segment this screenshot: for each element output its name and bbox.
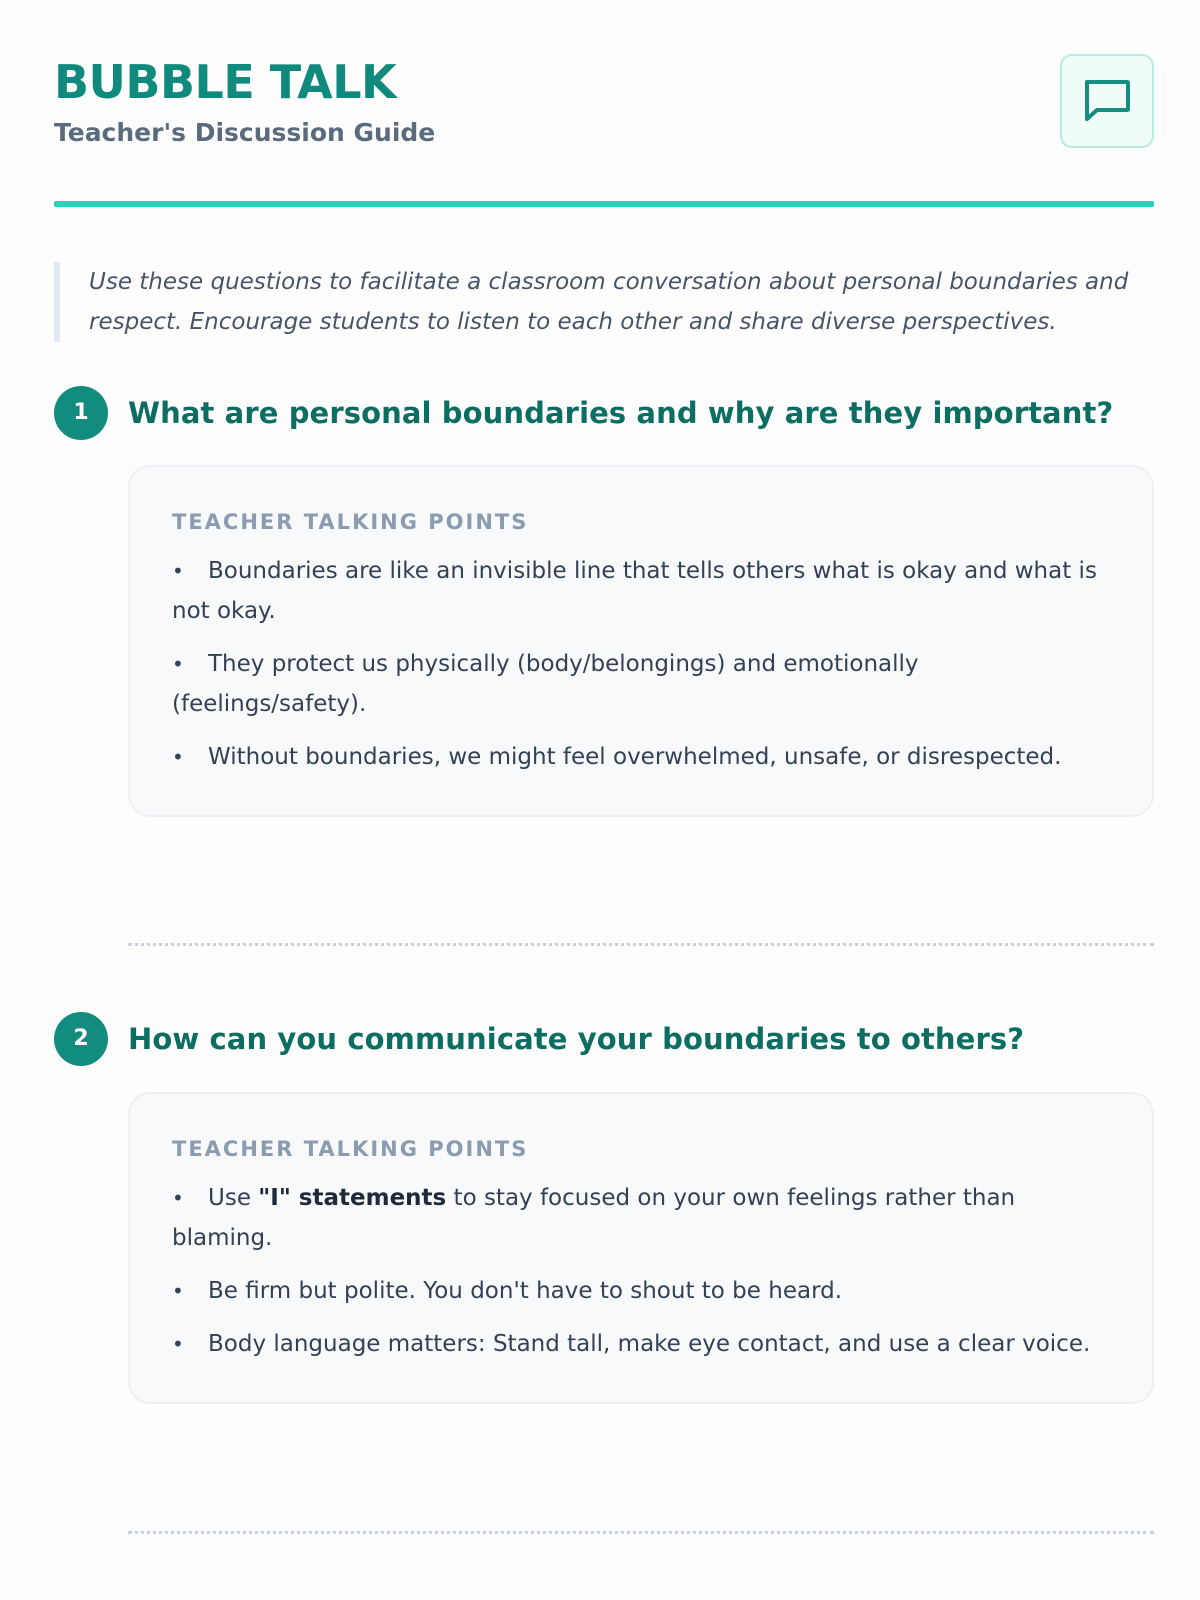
bullet-icon: • [172, 745, 184, 769]
list-item [172, 644, 1114, 724]
point-text: Use [208, 1185, 259, 1211]
section-divider [128, 943, 1154, 946]
list-item [172, 551, 1114, 631]
list-item [172, 1271, 1114, 1311]
talking-points-label: TEACHER TALKING POINTS [172, 510, 529, 534]
list-item [172, 737, 1114, 777]
talking-points-list [172, 551, 1114, 777]
bullet-icon: • [172, 1186, 184, 1210]
question-text: How can you communicate your boundaries to others? [128, 1022, 1025, 1056]
point-emphasis: "I" statements [258, 1185, 447, 1211]
question-number-badge: 1 [54, 386, 108, 440]
chat-bubble-icon-glyph [1081, 77, 1133, 125]
point-text: to stay focused on your own feelings rather than blaming. [172, 1185, 1016, 1251]
bullet-icon: • [172, 652, 184, 676]
talking-points-card-2 [128, 1092, 1154, 1404]
page-header [54, 52, 1154, 152]
question-number-badge: 2 [54, 1012, 108, 1066]
talking-points-card-1 [128, 465, 1154, 817]
section-divider [128, 1531, 1154, 1534]
point-text: Without boundaries, we might feel overwhelmed, unsafe, or disrespected. [208, 744, 1062, 770]
list-item [172, 1324, 1114, 1364]
point-text: They protect us physically (body/belongings) and emotionally (feelings/safety). [172, 651, 919, 717]
question-text: What are personal boundaries and why are they important? [128, 396, 1114, 430]
header-divider [54, 201, 1154, 207]
intro-quote: Use these questions to facilitate a classroom conversation about personal boundaries and respect. Encourage students to listen to each other and share diverse perspectives. [54, 262, 1140, 342]
point-text: Boundaries are like an invisible line that tells others what is okay and what is not okay. [172, 558, 1097, 624]
page-title: BUBBLE TALK [54, 55, 397, 109]
question-2 [54, 1012, 1154, 1066]
bullet-icon: • [172, 1332, 184, 1356]
talking-points-list [172, 1178, 1114, 1364]
list-item [172, 1178, 1114, 1258]
point-text: Be firm but polite. You don't have to shout to be heard. [208, 1278, 843, 1304]
point-text: Body language matters: Stand tall, make eye contact, and use a clear voice. [208, 1331, 1091, 1357]
bullet-icon: • [172, 1279, 184, 1303]
bullet-icon: • [172, 559, 184, 583]
talking-points-label: TEACHER TALKING POINTS [172, 1137, 529, 1161]
page-subtitle: Teacher's Discussion Guide [54, 118, 436, 147]
chat-bubble-icon [1060, 54, 1154, 148]
question-1 [54, 386, 1154, 440]
